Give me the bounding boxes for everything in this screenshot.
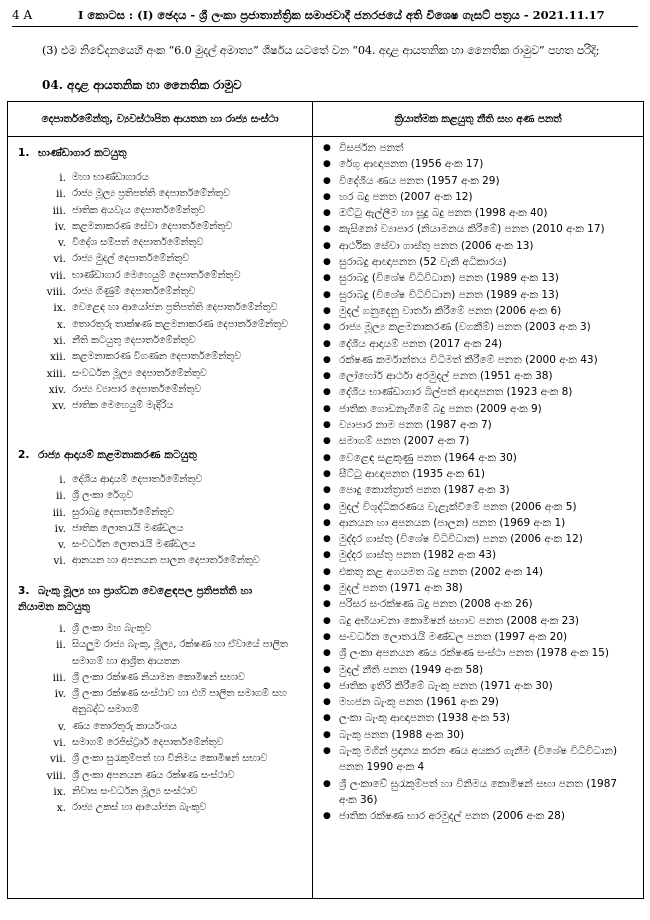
roman-numeral: i.	[59, 172, 66, 184]
institution-item	[28, 317, 310, 333]
roman-numeral: xv.	[52, 400, 66, 413]
law-item: ● රක්ෂණ කර්මාන්තය විධිමත් කිරීමේ පනත (2000 අංක 43)	[323, 352, 635, 368]
roman-numeral: ix.	[53, 302, 66, 315]
institution-item	[28, 284, 310, 300]
roman-numeral: vi.	[53, 253, 66, 266]
group-heading	[18, 147, 127, 160]
law-item: ● ඔට්ටු ඇල්ලීම හා සූදු බදු පනත (1998 අංක 40)	[323, 205, 635, 221]
roman-numeral: xiv.	[48, 383, 66, 396]
roman-numeral: v.	[57, 237, 66, 250]
institution-name: දේශීය ආදායම් දෙපාර්තමේන්තුව	[72, 474, 203, 485]
institution-item	[28, 398, 310, 414]
institution-name: භාණ්ඩාගාර මෙහෙයුම් දෙපාර්තමේන්තුව	[72, 269, 241, 281]
gazette-title: I කොටස : (I) ඡෙදය - ශ්‍රී ලංකා ප්‍රජාතාන්ත්‍රික සමාජවාදී ජනරජයේ අති විශෙෂ ගැසට් පත්‍රය - 2021.11.17	[78, 8, 605, 22]
institution-list	[28, 621, 310, 817]
col2-header: ක්‍රියාත්මක කළයුතු නීති සහ අණ පනත්	[313, 102, 644, 137]
institution-name: ජාතික ලොතරැයි මණ්ඩලය	[72, 522, 184, 534]
institution-item	[28, 251, 310, 267]
law-item: ● විසර්ජන පනත්	[323, 140, 635, 156]
roman-numeral: ix.	[53, 785, 66, 798]
institution-name: ආනයන හා අපනයන පාලන දෙපාර්තමේන්තුව	[72, 555, 260, 567]
institution-item	[28, 349, 310, 365]
institution-list	[28, 170, 310, 414]
law-item: ● ජාතික රක්ෂණ භාර අරමුදල් පනත (2006 අංක 28)	[323, 808, 635, 824]
law-item: ● වෙළෙඳ සළකුණු පනත (1964 අංක 30)	[323, 450, 635, 466]
law-item: ● සුරාබදු (විශේෂ විධිවිධාන) පනත (1989 අංක 13)	[323, 270, 635, 286]
roman-numeral: vii.	[50, 269, 66, 282]
law-item: ● දේශීය භාණ්ඩාගාර බිල්පත් ආඥාපනත (1923 අංක 8)	[323, 384, 635, 400]
roman-numeral: iv.	[54, 522, 66, 535]
institution-name: වෙළෙඳ හා ආයෝජන ප්‍රතිපත්ති දෙපාර්තමේන්තුව	[72, 302, 278, 314]
laws-cell	[313, 137, 644, 899]
roman-numeral: xi.	[53, 334, 66, 347]
group-number: 3.	[18, 585, 30, 597]
institution-name: ශ්‍රී ලංකා මහ බැංකුව	[72, 623, 152, 634]
institution-item	[28, 333, 310, 349]
institution-item	[28, 382, 310, 398]
roman-numeral: x.	[56, 802, 66, 815]
institution-name: සුරාබදු දෙපාර්තමේන්තුව	[72, 506, 175, 518]
roman-numeral: xiii.	[46, 367, 66, 380]
institution-name: තොරතුරු තාක්ෂණ කළමනාකරණ දෙපාර්තමේන්තුව	[72, 318, 288, 330]
institution-item	[28, 735, 310, 751]
institution-name: සමාගම් රෙජිස්ට්‍රාර් දෙපාර්තමේන්තුව	[72, 737, 224, 749]
institution-name: රාජ්‍ය මූල්‍ය ප්‍රතිපත්ති දෙපාර්තමේන්තුව	[72, 188, 230, 200]
institution-item	[28, 505, 310, 521]
law-item: ● පොදු කොන්ත්‍රාත් පනත (1987 අංක 3)	[323, 482, 635, 498]
roman-numeral: vi.	[53, 555, 66, 568]
law-item: ● මුද්දර ගාස්තු (විශේෂ විධිවිධාන) පනත (2006 අංක 12)	[323, 531, 635, 547]
institution-name: නිවාස සංවර්ධන මූල්‍ය සංස්ථාව	[72, 785, 198, 797]
roman-numeral: ii.	[55, 639, 66, 652]
roman-numeral: i.	[59, 623, 66, 635]
law-item: ● මුදල් පනත (1971 අංක 38)	[323, 580, 635, 596]
institution-item	[28, 268, 310, 284]
institution-item	[28, 553, 310, 569]
institution-name: සියලුම රාජ්‍ය බැංකු, මූල්‍ය, රක්ෂණ හා ඒවායේ පාලිත සමාගම් හා ආශ්‍රිත ආයතන	[72, 639, 288, 667]
law-item: ● රේගු ආඥාපනත (1956 අංක 17)	[323, 156, 635, 172]
institution-name: ජාතික මෙහෙයුම් මැදිරිය	[72, 400, 174, 412]
roman-numeral: iv.	[54, 688, 66, 701]
group-number: 1.	[18, 147, 30, 159]
roman-numeral: viii.	[46, 286, 66, 299]
institution-name: ශ්‍රී ලංකා රක්ෂණ සංස්ථාව හා එහි පාලිත සමාගම් සහ අනුබද්ධ සමාගම්	[72, 688, 287, 716]
institution-name: කළමනාකරණ සේවා දෙපාර්තමේන්තුව	[72, 220, 233, 232]
institution-item	[28, 621, 310, 637]
law-item: ● සුරාබදු (විශේෂ විධිවිධාන) පනත (1989 අංක 13)	[323, 287, 635, 303]
institution-name: කළමනාකරණ විගණන දෙපාර්තමේන්තුව	[72, 351, 242, 363]
institution-item	[28, 203, 310, 219]
institution-item	[28, 768, 310, 784]
institution-item	[28, 300, 310, 316]
roman-numeral: viii.	[46, 769, 66, 782]
institution-item	[28, 686, 310, 719]
institution-name: ශ්‍රී ලංකා රක්ෂණ නියාමන කොමිෂන් සභාව	[72, 671, 245, 683]
institution-name: ණය තොරතුරු කාර්යංශය	[72, 720, 177, 732]
group-title: භාණ්ඩාගාර කටයුතු	[38, 147, 127, 159]
law-item: ● ශ්‍රී ලංකාවේ සුරැකුම්පත් හා විනිමය කොමිෂන් සභා පනත (1987 අංක 36)	[323, 776, 635, 809]
laws-list	[323, 140, 635, 824]
institution-name: නීති කටයුතු දෙපාර්තමේන්තුව	[72, 334, 196, 346]
col1-header: දෙපාර්තමේන්තු, ව්‍යවස්ථාපිත ආයතන හා රාජ්‍ය සංස්ථා	[8, 102, 313, 137]
institution-item	[28, 637, 310, 670]
law-item: ● බදු අභියාචනා කොමිෂන් සභාව පනත (2008 අංක 23)	[323, 613, 635, 629]
institution-name: ශ්‍රී ලංකා සුරැකුම්පත් හා විනිමය කොමිෂන් සභාව	[72, 753, 268, 765]
law-item: ● මුදල් නීති පනත (1949 අංක 58)	[323, 662, 635, 678]
institution-name: සංවර්ධන ලොතරැයි මණ්ඩලය	[72, 539, 196, 551]
law-item: ● මුදල් ගනුදෙනු වාර්තා කිරීමේ පනත (2006 අංක 6)	[323, 303, 635, 319]
roman-numeral: xii.	[50, 351, 66, 364]
roman-numeral: iv.	[54, 220, 66, 233]
roman-numeral: ii.	[55, 188, 66, 201]
law-item: ● ව්‍යාපාර නාම පනත (1987 අංක 7)	[323, 417, 635, 433]
law-item: ● රාජ්‍ය මූල්‍ය කළමනාකරණ (වගකීම්) පනත (2003 අංක 3)	[323, 319, 635, 335]
institution-item	[28, 537, 310, 553]
institution-item	[28, 186, 310, 202]
roman-numeral: iii.	[52, 671, 66, 684]
group-number: 2.	[18, 449, 30, 461]
law-item: ● ආනයන හා අපනයන (පාලන) පනත (1969 අංක 1)	[323, 515, 635, 531]
institution-item	[28, 219, 310, 235]
institution-item	[28, 235, 310, 251]
section-title: 04. අදාළ ආයතනික හා නෛතික රාමුව	[42, 78, 242, 92]
institution-item	[28, 366, 310, 382]
roman-numeral: x.	[56, 318, 66, 331]
institution-name: විදේශ සම්පත් දෙපාර්තමේන්තුව	[72, 237, 204, 249]
institution-name: රාජ්‍ය මුදල් දෙපාර්තමේන්තුව	[72, 253, 190, 265]
law-item: ● සමාගම් පනත (2007 අංක 7)	[323, 433, 635, 449]
law-item: ● ලංකා බැංකු ආඥාපනත (1938 අංක 53)	[323, 710, 635, 726]
roman-numeral: ii.	[55, 490, 66, 503]
law-item: ● සීට්ටු ආඥාපනත (1935 අංක 61)	[323, 466, 635, 482]
roman-numeral: v.	[57, 720, 66, 733]
page-header	[12, 6, 638, 27]
law-item: ● පරිසර සංරක්ෂණ බදු පනත (2008 අංක 26)	[323, 596, 635, 612]
group-heading	[18, 583, 288, 615]
institution-item	[28, 670, 310, 686]
law-item: ● ජාතික ඉතිරි කිරීමේ බැංකු පනත (1971 අංක 30)	[323, 678, 635, 694]
law-item: ● හර බදු පනත (2007 අංක 12)	[323, 189, 635, 205]
institution-item	[28, 784, 310, 800]
intro-paragraph: (3) එම නිවේදනයෙහි අංක “6.0 මුදල් අමාත්‍ය” ශීර්ෂය යටතේ වන “04. අදාළ ආයතනික හා නෛතික රාමුව” පහත පරිදි;	[42, 44, 600, 57]
roman-numeral: v.	[57, 539, 66, 552]
roman-numeral: iii.	[52, 506, 66, 519]
page-number: 4 A	[12, 8, 33, 22]
institutions-cell	[8, 137, 313, 899]
institution-name: මහා භාණ්ඩාගාරය	[72, 172, 149, 183]
law-item: ● මුද්දර ගාස්තු පනත (1982 අංක 43)	[323, 547, 635, 563]
law-item: ● ආර්ථික සේවා ගාස්තු පනත (2006 අංක 13)	[323, 238, 635, 254]
law-item: ● බැංකු මගින් ප්‍රදානය කරන ණය අයකර ගැනීම (විශේෂ විධිවිධාන) පනත 1990 අංක 4	[323, 743, 635, 776]
roman-numeral: iii.	[52, 204, 66, 217]
institution-item	[28, 751, 310, 767]
institution-name: ශ්‍රී ලංකා අපනයන ණය රක්ෂණ සංස්ථාව	[72, 769, 235, 781]
group-heading	[18, 449, 197, 462]
institution-item	[28, 719, 310, 735]
law-item: ● සංවර්ධන ලොතරැයි මණ්ඩල පනත (1997 අංක 20)	[323, 629, 635, 645]
law-item: ● දේශීය ආදායම් පනත (2017 අංක 24)	[323, 336, 635, 352]
law-item: ● ලෝහෝර් ආර්ථා අරමුදල් පනත (1951 අංක 38)	[323, 368, 635, 384]
institution-item	[28, 472, 310, 488]
institution-name: සංවර්ධන මූල්‍ය දෙපාර්තමේන්තුව	[72, 367, 207, 379]
institution-name: ශ්‍රී ලංකා රේගුව	[72, 490, 134, 502]
institution-item	[28, 800, 310, 816]
law-item: ● එකතු කළ අගයමත බදු පනත (2002 අංක 14)	[323, 564, 635, 580]
institution-item	[28, 170, 310, 186]
law-item: ● කැසිනෝ ව්‍යාපාර (නියාමනය කිරීමේ) පනත (2010 අංක 17)	[323, 221, 635, 237]
group-title: රාජ්‍ය ආදායම් කළමනාකරණ කටයුතු	[38, 449, 197, 461]
roman-numeral: vi.	[53, 737, 66, 750]
law-item: ● ශ්‍රී ලංකා අපනයන ණය රක්ෂණ සංස්ථා පනත (1978 අංක 15)	[323, 645, 635, 661]
roman-numeral: i.	[59, 474, 66, 486]
institution-name: රාජ්‍ය ව්‍යාපාර දෙපාර්තමේන්තුව	[72, 383, 202, 395]
institution-item	[28, 488, 310, 504]
law-item: ● ජාතික ගොඩනැගීමේ බදු පනත (2009 අංක 9)	[323, 401, 635, 417]
law-item: ● මුදල් විශුද්ධිකරණය වැළැක්වීමේ පනත (2006 අංක 5)	[323, 499, 635, 515]
law-item: ● බැංකු පනත (1988 අංක 30)	[323, 727, 635, 743]
framework-table	[7, 101, 644, 899]
institution-list	[28, 472, 310, 570]
roman-numeral: vii.	[50, 753, 66, 766]
institution-name: රාජ්‍ය උකස් හා ආයෝජන බැංකුව	[72, 802, 207, 814]
institution-name: රාජ්‍ය ගිණුම් දෙපාර්තමේන්තුව	[72, 286, 196, 298]
group-title: බැංකු මූල්‍ය හා ප්‍රාග්ධන වෙළෙඳපල ප්‍රතිපත්ති හා නියාමන කටයුතු	[18, 585, 253, 613]
institution-item	[28, 521, 310, 537]
law-item: ● මහජන බැංකු පනත (1961 අංක 29)	[323, 694, 635, 710]
law-item: ● විදේශීය ණය පනත (1957 අංක 29)	[323, 173, 635, 189]
institution-name: ජාතික අයවැය දෙපාර්තමේන්තුව	[72, 204, 206, 216]
law-item: ● සුරාබදු ආඥාපනත (52 වැනි අධිකාරය)	[323, 254, 635, 270]
